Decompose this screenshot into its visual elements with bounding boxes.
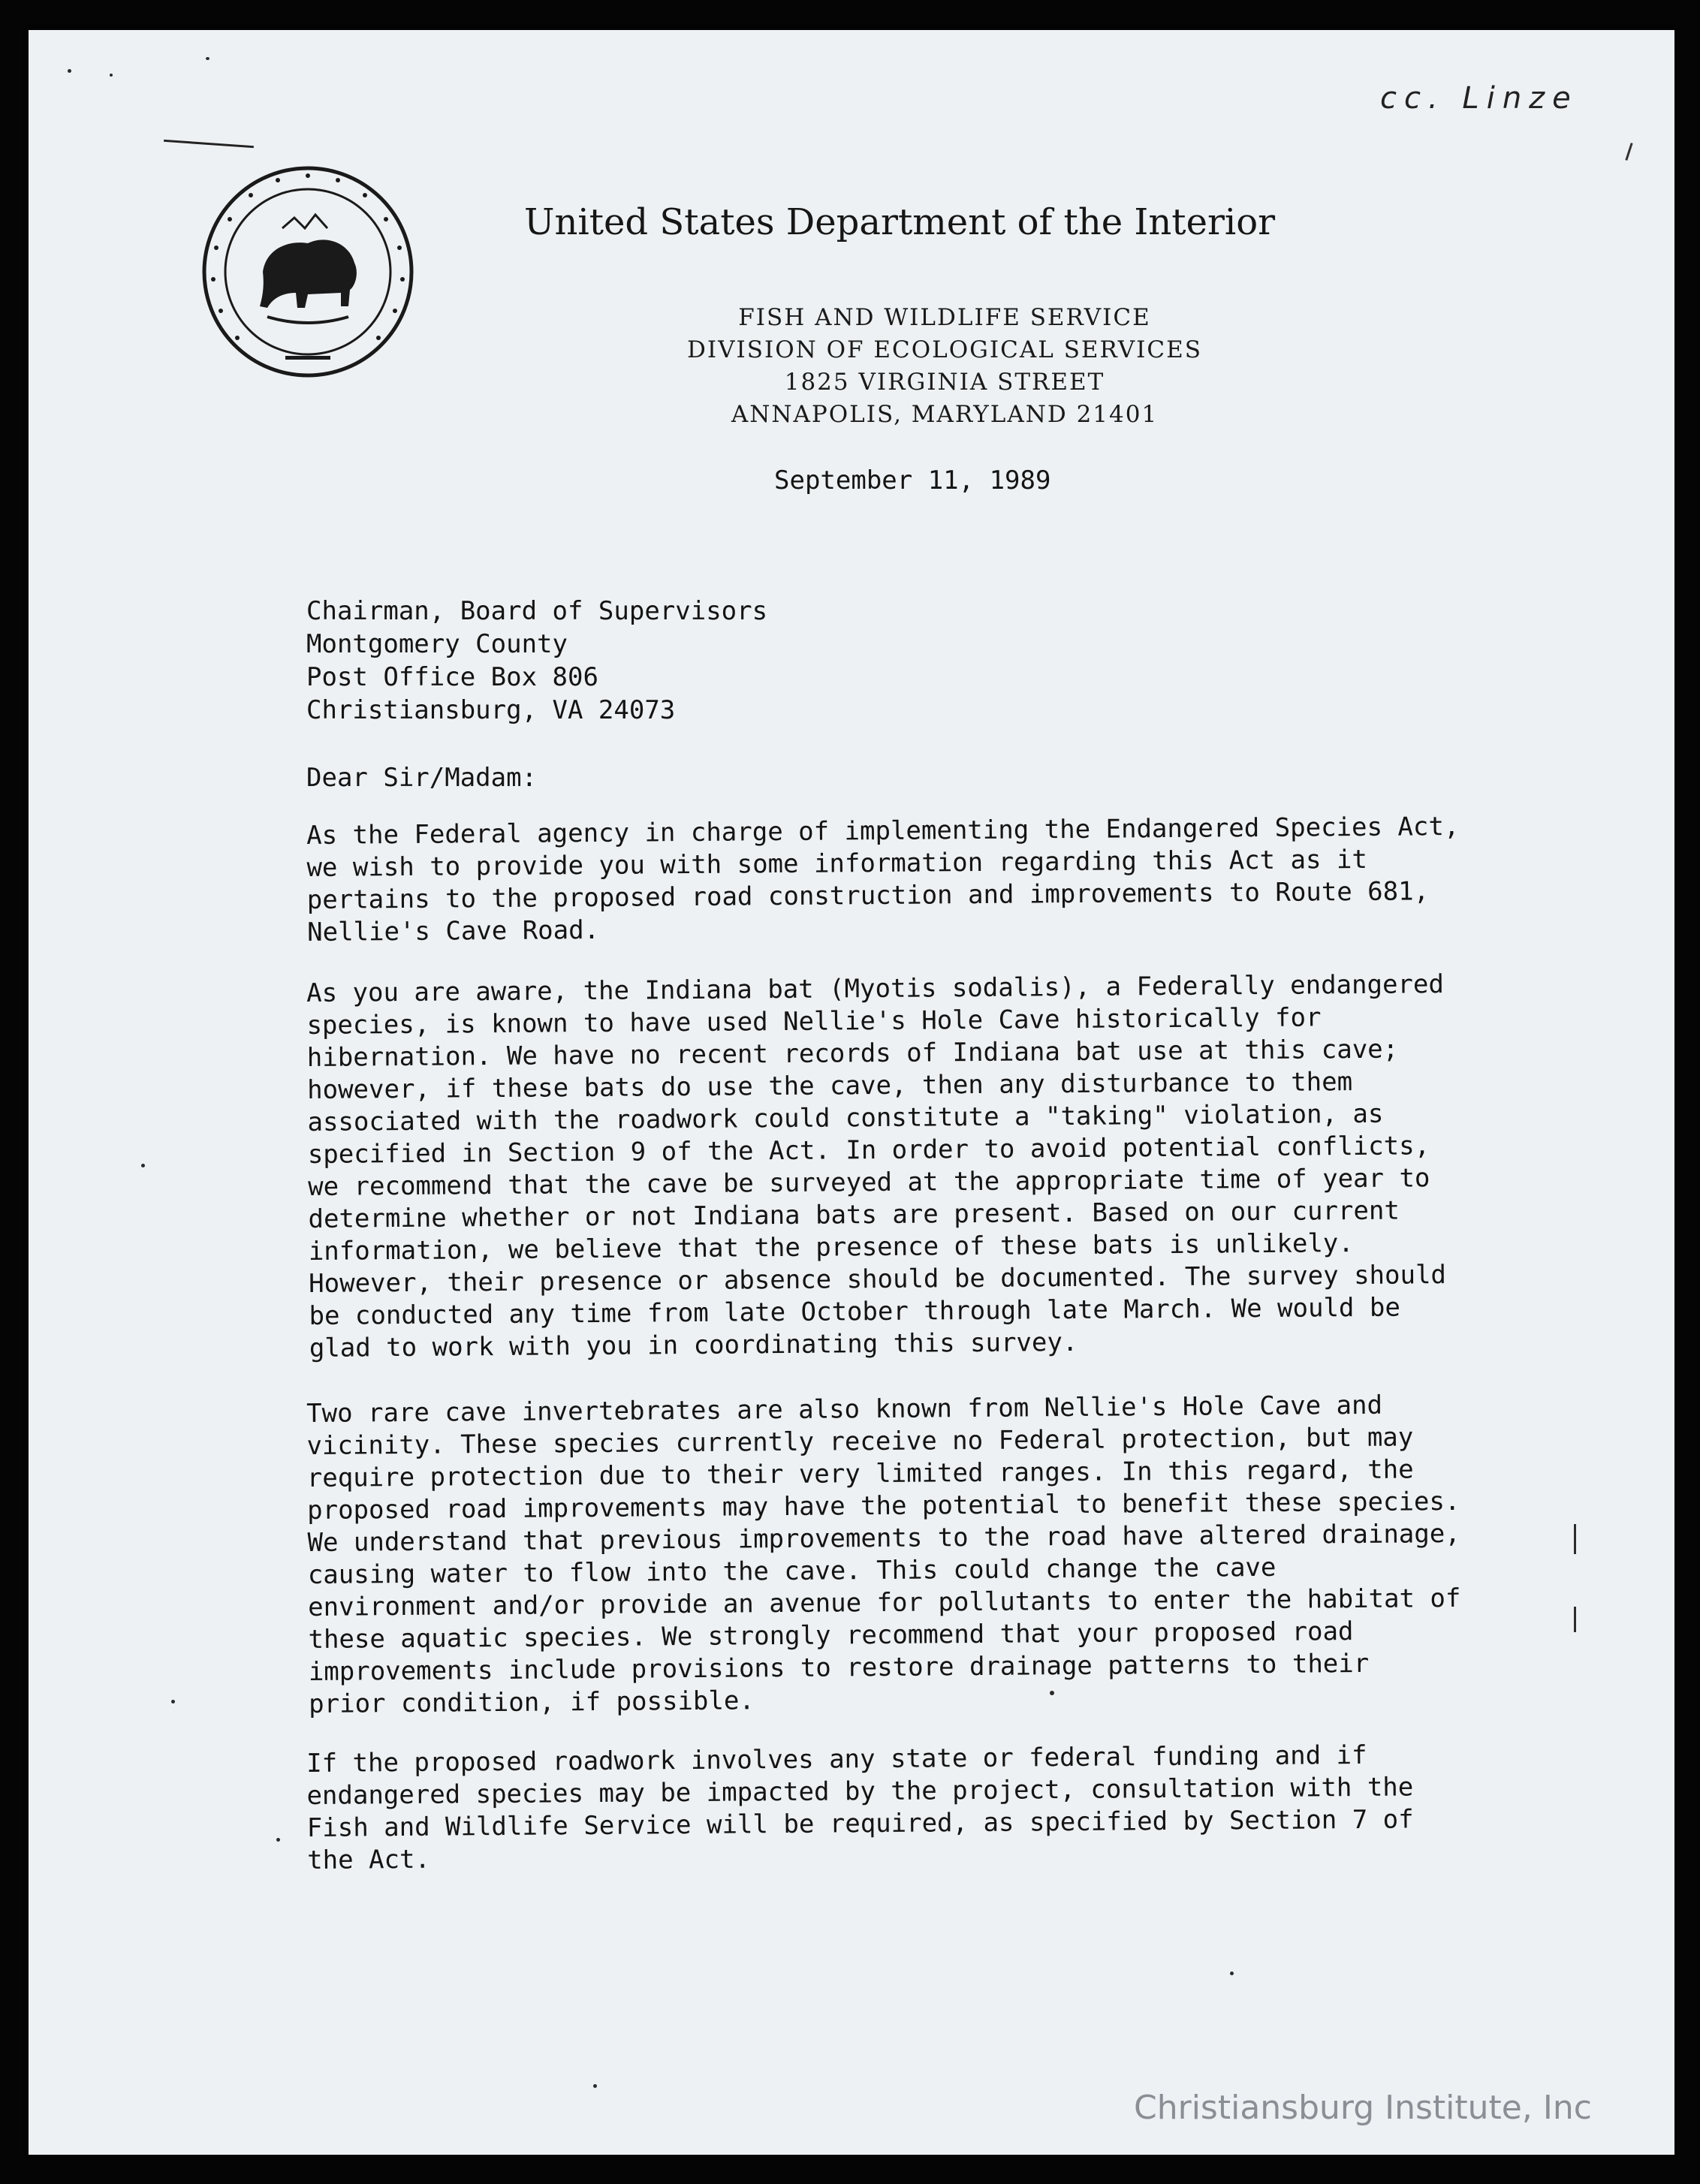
ink-speck bbox=[110, 74, 113, 77]
archive-watermark: Christiansburg Institute, Inc bbox=[1134, 2089, 1592, 2127]
address-line: Post Office Box 806 bbox=[306, 662, 598, 692]
agency-line: DIVISION OF ECOLOGICAL SERVICES bbox=[686, 336, 1203, 363]
body-paragraph: As you are aware, the Indiana bat (Myotis sodalis), a Federally endangered species, is known to have used Nellie's Hole Cave historically for hibernation. We have no recent records of Indiana bat use at this cave; however, if these bats do use the cave, then any disturbance to them associated with the roadwork could constitute a "taking" violation, as specified in Section 9 of the Act. In order to avoid potential conflicts, we recommend that the cave be surveyed at the appropriate time of year to determine whether or not Indiana bats are present. Based on our current information, we believe that the presence of these bats is unlikely. However, their presence or absence should be documented. The survey should be conducted any time from late October through late March. We would be glad to work with you in coordinating this survey. bbox=[306, 969, 1447, 1363]
body-paragraph: Two rare cave invertebrates are also known from Nellie's Hole Cave and vicinity. These species currently receive no Federal protection, but may require protection due to their very limited ranges. In this regard, the proposed road improvements may have the potential to benefit these species. We understand that previous improvements to the road have altered drainage, causing water to flow into the cave. This could change the cave environment and/or provide an avenue for pollutants to enter the habitat of these aquatic species. We strongly recommend that your proposed road improvements include provisions to restore drainage patterns to their prior condition, if possible. bbox=[306, 1390, 1461, 1719]
department-seal-icon bbox=[195, 159, 420, 384]
address-line: Chairman, Board of Supervisors bbox=[306, 596, 768, 626]
ink-speck bbox=[141, 1164, 145, 1167]
ink-speck bbox=[171, 1700, 175, 1704]
agency-line: FISH AND WILDLIFE SERVICE bbox=[738, 304, 1151, 331]
address-line: Christiansburg, VA 24073 bbox=[306, 695, 676, 725]
address-line: Montgomery County bbox=[306, 629, 568, 659]
ink-speck bbox=[276, 1838, 280, 1842]
body-paragraph: If the proposed roadwork involves any state or federal funding and if endangered species may be impacted by the project, consultation with the Fish and Wildlife Service will be required, as specified by Section 7 of the Act. bbox=[306, 1740, 1414, 1875]
handwritten-mark bbox=[1625, 143, 1632, 161]
ink-speck bbox=[1230, 1972, 1234, 1975]
pen-scratch-mark bbox=[164, 140, 254, 148]
ink-speck bbox=[206, 57, 209, 60]
ink-speck bbox=[593, 2084, 597, 2088]
handwritten-note: cc. Linze bbox=[1380, 81, 1578, 116]
recipient-address bbox=[306, 595, 767, 727]
agency-line: 1825 VIRGINIA STREET bbox=[784, 369, 1105, 396]
salutation: Dear Sir/Madam: bbox=[306, 763, 538, 793]
letter-date: September 11, 1989 bbox=[774, 465, 1051, 496]
agency-address-block bbox=[659, 302, 1230, 431]
agency-line: ANNAPOLIS, MARYLAND 21401 bbox=[731, 401, 1159, 428]
ink-speck bbox=[68, 69, 71, 73]
body-paragraph: As the Federal agency in charge of implementing the Endangered Species Act, we wish to provide you with some information regarding this Act as it pertains to the proposed road construction and improvements to Route 681, Nellie's Cave Road. bbox=[306, 811, 1460, 947]
department-title: United States Department of the Interior bbox=[524, 201, 1276, 243]
letter-page bbox=[29, 30, 1674, 2155]
